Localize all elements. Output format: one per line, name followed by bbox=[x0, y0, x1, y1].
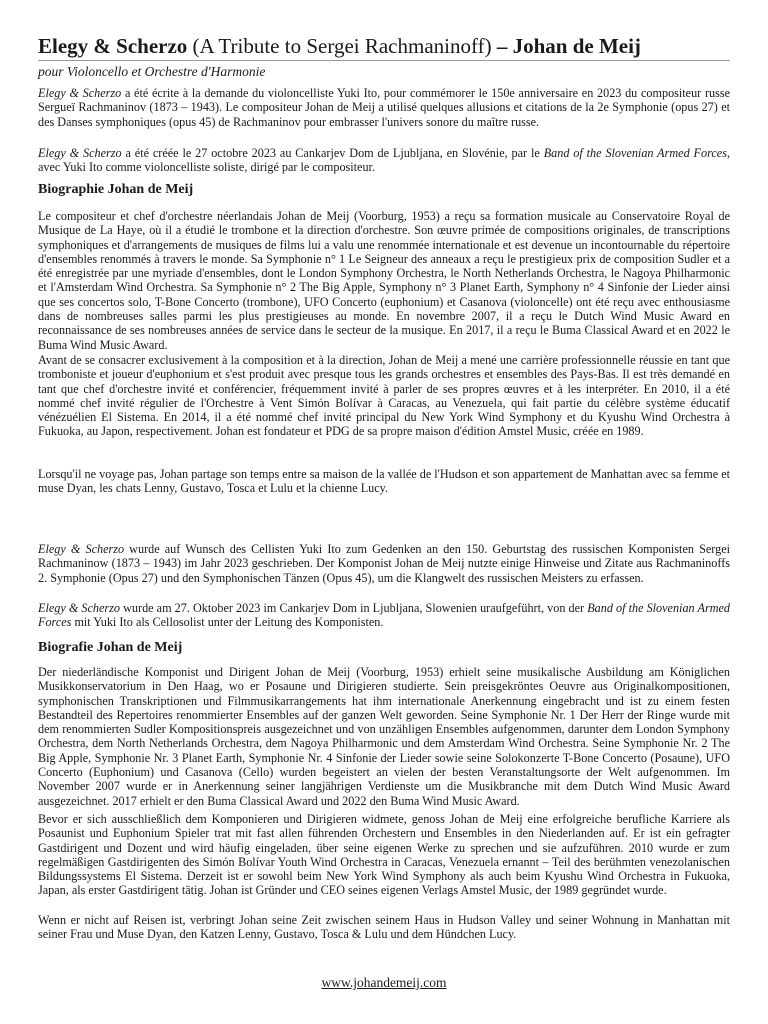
fr-bio-paragraph-1: Le compositeur et chef d'orchestre néerlandais Johan de Meij (Voorburg, 1953) a reçu sa formation musicale au Conservatoire Royal de Musique de La Haye, où il a étudié le trombone et la direction d'orchestre. Son œuvre primée de compositions originales, de transcriptions symphoniques et d'arrangements de musiques de films lui a valu une renommée internationale et est devenue un incontournable du répertoire d'ensembles renommés à travers le monde. Sa Symphonie n° 1 Le Seigneur des anneaux a reçu le prestigieux prix de composition Sudler et a été enregistrée par une myriade d'ensembles, dont le London Symphony Orchestra, le North Netherlands Orchestra, le Nagoya Philharmonic et l'Amsterdam Wind Orchestra. Sa Symphonie n° 2 The Big Apple, Symphony n° 3 Planet Earth, Symphony n° 4 Sinfonie der Lieder ainsi que ses concertos solo, T-Bone Concerto (trombone), UFO Concerto (euphonium) et Casanova (violoncelle) ont été reçu avec enthousiasme dans de nombreuses salles parmi les plus prestigieuses au monde. En novembre 2007, il a reçu le Dutch Wind Music Award en reconnaissance de ses nombreuses années de service dans le secteur de la musique. En 2017, il a reçu le Buma Classical Award et en 2022 le Buma Wind Music Award. bbox=[38, 209, 730, 352]
paragraph-text: wurde am 27. Oktober 2023 im Cankarjev Dom in Ljubljana, Slowenien uraufgeführt, von der bbox=[120, 601, 588, 615]
paragraph-text: a été créée le 27 octobre 2023 au Cankarjev Dom de Ljubljana, en Slovénie, par le bbox=[121, 146, 544, 160]
work-title-italic: Elegy & Scherzo bbox=[38, 86, 122, 100]
paragraph-text: wurde auf Wunsch des Cellisten Yuki Ito zum Gedenken an den 150. Geburtstag des russischen Komponisten Sergei Rachmaninow (1873 – 1943) im Jahr 2023 geschrieben. Der Komponist Johan de Meij nutzte einige Hinweise und Zitate aus Rachmaninoffs 2. Symphonie (Opus 27) und den Symphonischen Tänzen (Opus 45), um die Klangwelt des russischen Meisters zu erfassen. bbox=[38, 542, 730, 585]
de-bio-paragraph-1: Der niederländische Komponist und Dirigent Johan de Meij (Voorburg, 1953) erhielt seine musikalische Ausbildung am Königlichen Musikkonservatorium in Den Haag, wo er Posaune und Dirigieren studierte. Sein preisgekröntes Oeuvre aus Originalkompositionen, symphonischen Transkriptionen und Filmmusikarrangements hat ihm internationale Anerkennung eingebracht und ist zu einem festen Bestandteil des Repertoires renommierter Ensembles auf der ganzen Welt geworden. Seine Symphonie Nr. 1 Der Herr der Ringe wurde mit dem renommierten Sudler Kompositionspreis ausgezeichnet und von unzähligen Ensembles aufgenommen, darunter dem London Symphony Orchestra, dem North Netherlands Orchestra, dem Nagoya Philharmonic und dem Amsterdam Wind Orchestra. Seine Symphonie Nr. 2 The Big Apple, Symphonie Nr. 3 Planet Earth, Symphonie Nr. 4 Sinfonie der Lieder sowie seine Solokonzerte T-Bone Concerto (Posaune), UFO Concerto (Euphonium) und Casanova (Cello) wurden begeistert an vielen der besten Veranstaltungsorte der Welt aufgenommen. Im November 2007 wurde er in Anerkennung seiner langjährigen Verdienste um die Musikbranche mit dem Dutch Wind Music Award ausgezeichnet. 2017 erhielt er den Buma Classical Award und 2022 den Buma Wind Music Award. bbox=[38, 665, 730, 808]
de-intro-paragraph-1 bbox=[38, 542, 730, 585]
de-bio-paragraph-3: Wenn er nicht auf Reisen ist, verbringt Johan seine Zeit zwischen seinem Haus in Hudson Valley und seiner Wohnung in Manhattan mit seiner Frau und Muse Dyan, den Katzen Lenny, Gustavo, Tosca & Lulu und dem Hündchen Lucy. bbox=[38, 913, 730, 942]
work-title-italic: Elegy & Scherzo bbox=[38, 146, 122, 160]
fr-bio-paragraph-2: Avant de se consacrer exclusivement à la composition et à la direction, Johan de Meij a mené une carrière professionnelle réussie en tant que tromboniste et joueur d'euphonium et s'est produit avec presque tous les grands orchestres et ensembles des Pays-Bas. Il est très demandé en tant que chef d'orchestre invité et conférencier, fréquemment invité à parler de ses propres œuvres et à les interpréter. En 2010, il a été nommé chef invité régulier de l'Orchestre à Vent Simón Bolívar à Caracas, au Venezuela, qui fait partie du célèbre système éducatif vénézuélien El Sistema. En 2014, il a été nommé chef invité principal du New York Wind Symphony et du Kyushu Wind Orchestra à Fukuoka, au Japon, respectivement. Johan est fondateur et PDG de sa propre maison d'édition Amstel Music, créée en 1989. bbox=[38, 353, 730, 439]
instrumentation-subtitle: pour Violoncello et Orchestre d'Harmonie bbox=[38, 64, 266, 79]
de-bio-paragraph-2: Bevor er sich ausschließlich dem Komponieren und Dirigieren widmete, genoss Johan de Meij eine erfolgreiche berufliche Karriere als Posaunist und Euphonium Spieler trat mit fast allen führenden Orchestern und Ensembles in den Niederlanden auf. Er ist ein gefragter Gastdirigent und Dozent und wird häufig eingeladen, über seine eigenen Werke zu sprechen und sie aufzuführen. 2010 wurde er zum regelmäßigen Gastdirigenten des Simón Bolívar Youth Wind Orchestra in Caracas, Venezuela ernannt – Teil des berühmten venezolanischen Bildungssystems El Sistema. Derzeit ist er sowohl beim New York Wind Symphony als auch beim Kyushu Wind Orchestra in Fukuoka, Japan, als erster Gastdirigent tätig. Johan ist Gründer und CEO seines eigenen Verlags Amstel Music, der 1989 gegründet wurde. bbox=[38, 812, 730, 898]
paragraph-text: mit Yuki Ito als Cellosolist unter der Leitung des Komponisten. bbox=[71, 615, 384, 630]
paragraph-text: a été écrite à la demande du violoncelliste Yuki Ito, pour commémorer le 150e anniversaire en 2023 du compositeur russe Sergueï Rachmaninov (1873 – 1943). Le compositeur Johan de Meij a utilisé quelques allusions et citations de la 2e Symphonie (opus 27) et des Danses symphoniques (opus 45) de Rachmaninov pour embrasser l'univers sonore du maître russe. bbox=[38, 86, 730, 129]
page-title bbox=[38, 33, 730, 61]
title-work: Elegy & Scherzo bbox=[38, 34, 188, 58]
fr-intro-paragraph-1 bbox=[38, 86, 730, 129]
work-title-italic: Elegy & Scherzo bbox=[38, 601, 121, 615]
fr-intro-paragraph-2 bbox=[38, 146, 730, 175]
fr-bio-heading: Biographie Johan de Meij bbox=[38, 182, 194, 197]
band-name-italic: Band of the Slovenian Armed Forces bbox=[543, 146, 727, 160]
paragraph-text: , avec Yuki Ito comme violoncelliste soliste, dirigé par le compositeur. bbox=[38, 146, 730, 175]
title-composer: – Johan de Meij bbox=[496, 34, 641, 58]
de-bio-heading: Biografie Johan de Meij bbox=[38, 640, 183, 655]
fr-bio-paragraph-3: Lorsqu'il ne voyage pas, Johan partage son temps entre sa maison de la vallée de l'Hudson et son appartement de Manhattan avec sa femme et muse Dyan, les chats Lenny, Gustavo, Tosca et Lulu et la chienne Lucy. bbox=[38, 467, 730, 496]
de-intro-paragraph-2 bbox=[38, 601, 730, 630]
title-subtitle: (A Tribute to Sergei Rachmaninoff) bbox=[187, 34, 497, 58]
band-name-italic: Band of the Slovenian Armed Forces bbox=[38, 601, 731, 630]
work-title-italic: Elegy & Scherzo bbox=[38, 542, 125, 556]
website-link[interactable]: www.johandemeij.com bbox=[321, 975, 447, 990]
